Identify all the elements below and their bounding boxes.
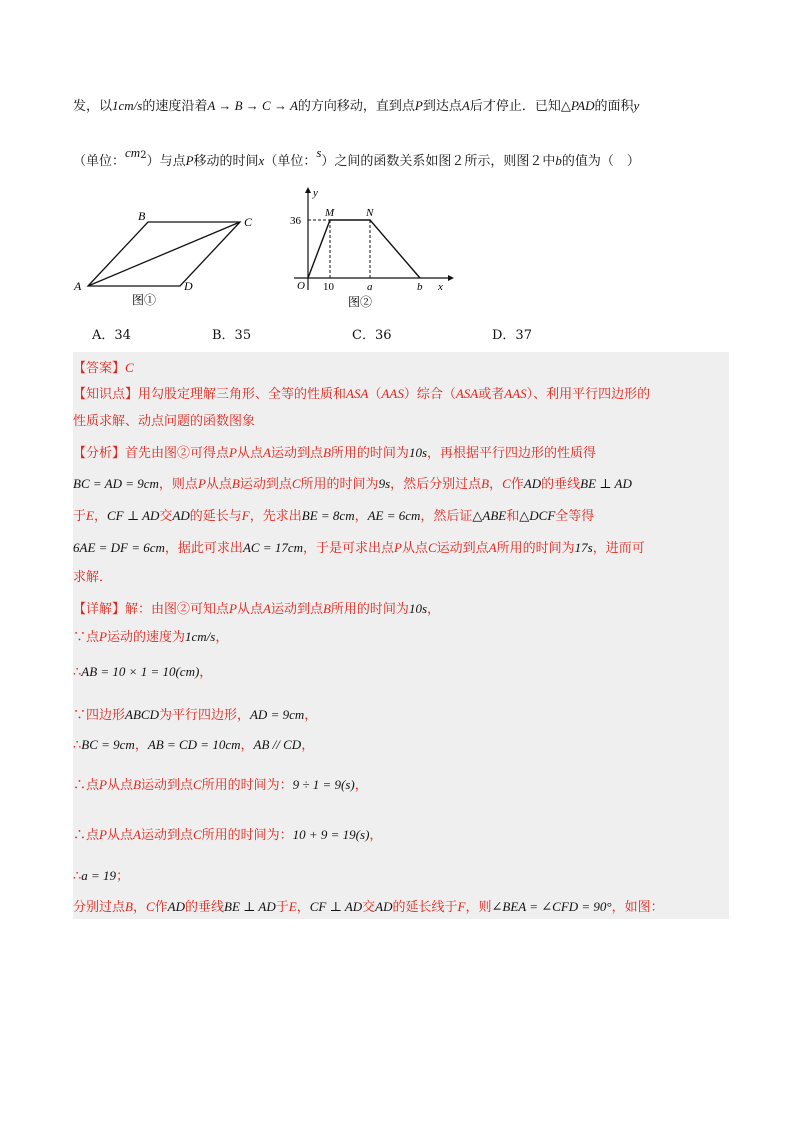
tick-a-label: a bbox=[367, 281, 373, 293]
tick-b-label: b bbox=[417, 281, 423, 293]
point-n-label: N bbox=[366, 207, 374, 219]
detail-line-6: ∴点P从点B运动到点C所用的时间为：9 ÷ 1 = 9(s)， bbox=[73, 777, 368, 793]
detail-line-8: ∴a = 19； bbox=[73, 868, 130, 884]
knowledge-line-1: 【知识点】用勾股定理解三角形、全等的性质和ASA（AAS）综合（ASA或者AAS）、利用平行四边形的 bbox=[73, 386, 651, 402]
option-b: B．35 bbox=[212, 328, 252, 343]
analysis-line-5: 求解． bbox=[73, 570, 113, 585]
vertex-b-label: B bbox=[138, 209, 146, 223]
detail-line-5: ∴BC = 9cm，AB = CD = 10cm，AB // CD， bbox=[73, 737, 315, 753]
diagonal-ac bbox=[88, 222, 240, 286]
option-a: A．34 bbox=[92, 328, 131, 343]
figure-parallelogram bbox=[60, 200, 280, 320]
detail-line-9: 分别过点B，C作AD的垂线BE ⊥ AD于E，CF ⊥ AD交AD的延长线于F，则∠BEA = ∠CFD = 90°，如图： bbox=[73, 899, 664, 915]
analysis-line-3: 于E，CF ⊥ AD交AD的延长与F，先求出BE = 8cm，AE = 6cm，然后证△ABE和△DCF全等得 bbox=[73, 508, 595, 524]
detail-line-1: 【详解】解：由图②可知点P从点A运动到点B所用的时间为10s， bbox=[73, 601, 441, 617]
detail-line-2: ∵点P运动的速度为1cm/s， bbox=[73, 629, 229, 645]
knowledge-line-2: 性质求解、动点问题的函数图象 bbox=[73, 414, 256, 429]
figure-graph bbox=[280, 186, 460, 318]
tick-10-label: 10 bbox=[323, 281, 334, 293]
detail-line-3: ∴AB = 10 × 1 = 10(cm)， bbox=[73, 664, 213, 680]
analysis-line-2: BC = AD = 9cm，则点P从点B运动到点C所用的时间为9s，然后分别过点B，C作AD的垂线BE ⊥ AD bbox=[73, 476, 632, 492]
option-d: D．37 bbox=[492, 328, 532, 343]
figure1-caption: 图① bbox=[132, 293, 157, 307]
option-c: C．36 bbox=[352, 328, 392, 343]
figure2-caption: 图② bbox=[348, 295, 373, 309]
x-axis-arrow bbox=[448, 275, 454, 281]
detail-line-4: ∵四边形ABCD为平行四边形，AD = 9cm， bbox=[73, 707, 318, 723]
question-line-1: 发，以1cm/s的速度沿着A → B → C → A的方向移动，直到点P到达点A后才停止．已知△PAD的面积y bbox=[73, 98, 640, 114]
y-axis-label: y bbox=[313, 187, 318, 199]
origin-label: O bbox=[297, 280, 305, 292]
question-line-2: （单位：$cm^2$）与点P移动的时间x（单位：s）之间的函数关系如图２所示，则图２中b的值为（ ） bbox=[73, 145, 640, 169]
graph-line bbox=[308, 220, 420, 278]
detail-line-7: ∴点P从点A运动到点C所用的时间为：10 + 9 = 19(s)， bbox=[73, 827, 383, 843]
vertex-a-label: A bbox=[74, 279, 82, 293]
point-m-label: M bbox=[325, 207, 335, 219]
analysis-line-1: 【分析】首先由图②可得点P从点A运动到点B所用的时间为10s，再根据平行四边形的性质得 bbox=[73, 445, 597, 461]
y-axis-arrow bbox=[305, 187, 311, 193]
vertex-c-label: C bbox=[244, 215, 253, 229]
tick-36-label: 36 bbox=[290, 215, 301, 227]
answer-line: 【答案】C bbox=[73, 360, 134, 376]
vertex-d-label: D bbox=[184, 279, 193, 293]
analysis-line-4: 6AE = DF = 6cm，据此可求出AC = 17cm，于是可求出点P从点C运动到点A所用的时间为17s，进而可 bbox=[73, 540, 645, 556]
x-axis-label: x bbox=[438, 281, 443, 293]
